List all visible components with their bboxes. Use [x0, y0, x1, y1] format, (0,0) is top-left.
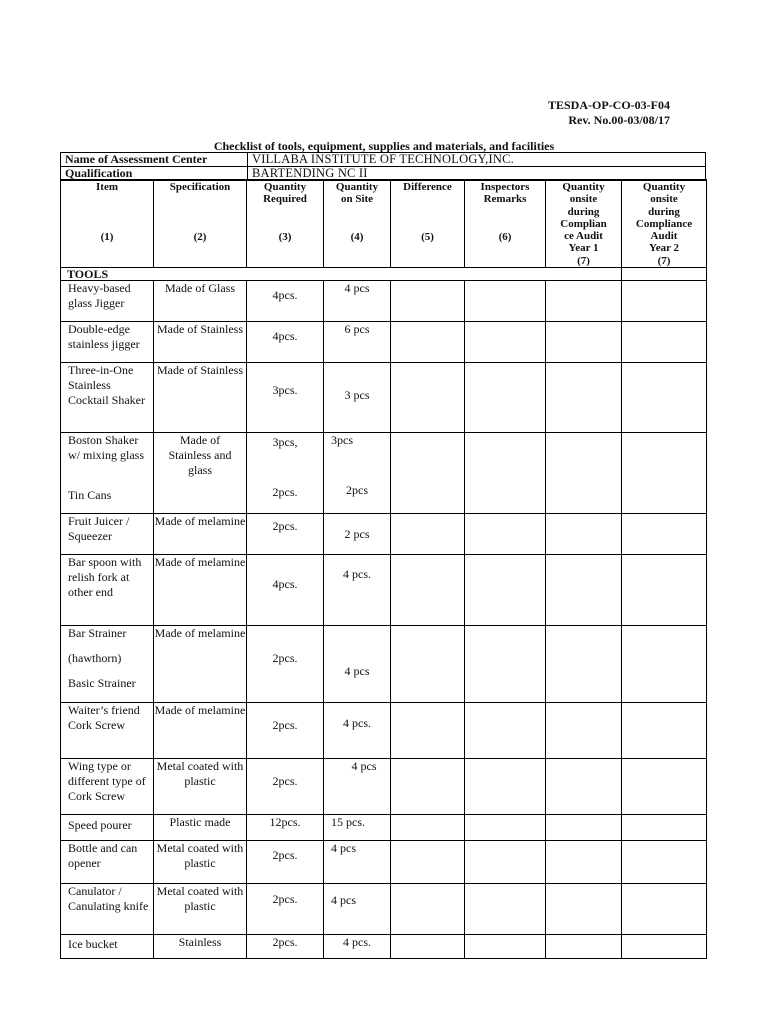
document-title: Checklist of tools, equipment, supplies and materials, and facilities: [213, 139, 555, 153]
item-cell: Waiter’s friend Cork Screw: [61, 703, 154, 759]
onsite-cell: 4 pcs.: [324, 935, 391, 959]
audit2-cell: [622, 514, 707, 555]
spec-cell: Made of Glass: [154, 281, 247, 322]
spec-cell: Made of Stainless: [154, 363, 247, 433]
qualification-value: BARTENDING NC II: [248, 167, 706, 181]
remarks-cell: [465, 514, 546, 555]
audit2-cell: [622, 841, 707, 884]
spec-cell: Made of melamine: [154, 555, 247, 626]
table-row: [61, 322, 707, 363]
table-row: [61, 884, 707, 935]
spec-cell: Made of melamine: [154, 626, 247, 703]
item-cell: Three-in-One Stainless Cocktail Shaker: [61, 363, 154, 433]
col-specification: Specification (2): [154, 180, 247, 268]
difference-cell: [391, 815, 465, 841]
table-row: [61, 363, 707, 433]
table-row: [61, 281, 707, 322]
required-cell: 2pcs.: [247, 935, 324, 959]
remarks-cell: [465, 759, 546, 815]
required-cell: 2pcs.: [247, 703, 324, 759]
audit1-cell: [546, 514, 622, 555]
table-row: [61, 703, 707, 759]
item-cell: Bar Strainer (hawthorn) Basic Strainer: [61, 626, 154, 703]
col-quantity-onsite: Quantity on Site (4): [324, 180, 391, 268]
remarks-cell: [465, 555, 546, 626]
form-code-block: [548, 98, 670, 128]
audit1-cell: [546, 935, 622, 959]
difference-cell: [391, 626, 465, 703]
remarks-cell: [465, 841, 546, 884]
onsite-cell: 3 pcs: [324, 363, 391, 433]
spec-cell: Made of melamine: [154, 514, 247, 555]
onsite-cell: 6 pcs: [324, 322, 391, 363]
spec-cell: Made of Stainless: [154, 322, 247, 363]
spec-cell: Metal coated with plastic: [154, 884, 247, 935]
difference-cell: [391, 433, 465, 514]
item-cell: Fruit Juicer / Squeezer: [61, 514, 154, 555]
audit2-cell: [622, 703, 707, 759]
difference-cell: [391, 935, 465, 959]
section-row-tools: [61, 268, 707, 281]
audit1-cell: [546, 322, 622, 363]
difference-cell: [391, 281, 465, 322]
spec-cell: Stainless: [154, 935, 247, 959]
difference-cell: [391, 555, 465, 626]
required-cell: 12pcs.: [247, 815, 324, 841]
table-row: [61, 514, 707, 555]
difference-cell: [391, 322, 465, 363]
difference-cell: [391, 759, 465, 815]
audit2-cell: [622, 884, 707, 935]
required-cell: 2pcs.: [247, 759, 324, 815]
column-header-row: [61, 180, 707, 268]
item-cell: Canulator / Canulating knife: [61, 884, 154, 935]
remarks-cell: [465, 433, 546, 514]
audit1-cell: [546, 363, 622, 433]
onsite-cell: 4 pcs: [324, 626, 391, 703]
col-inspectors-remarks: Inspectors Remarks (6): [465, 180, 546, 268]
onsite-cell: 4 pcs: [324, 759, 391, 815]
required-cell: 2pcs.: [247, 626, 324, 703]
audit2-cell: [622, 433, 707, 514]
onsite-cell: 2 pcs: [324, 514, 391, 555]
table-row: [61, 841, 707, 884]
required-cell: 4pcs.: [247, 322, 324, 363]
remarks-cell: [465, 884, 546, 935]
item-cell: Bar spoon with relish fork at other end: [61, 555, 154, 626]
table-row: [61, 759, 707, 815]
table-row: [61, 626, 707, 703]
item-cell: Double-edge stainless jigger: [61, 322, 154, 363]
audit1-cell: [546, 759, 622, 815]
audit2-cell: [622, 626, 707, 703]
qualification-label: Qualification: [61, 167, 248, 181]
spec-cell: Plastic made: [154, 815, 247, 841]
spec-cell: Metal coated with plastic: [154, 759, 247, 815]
difference-cell: [391, 514, 465, 555]
audit1-cell: [546, 703, 622, 759]
col-item: Item (1): [61, 180, 154, 268]
spec-cell: Made of melamine: [154, 703, 247, 759]
form-code: TESDA-OP-CO-03-F04: [548, 98, 670, 112]
required-cell: 3pcs, 2pcs.: [247, 433, 324, 514]
onsite-cell: 4 pcs: [324, 281, 391, 322]
onsite-cell: 15 pcs.: [324, 815, 391, 841]
difference-cell: [391, 363, 465, 433]
onsite-cell: 4 pcs.: [324, 703, 391, 759]
audit1-cell: [546, 815, 622, 841]
remarks-cell: [465, 626, 546, 703]
audit2-cell: [622, 281, 707, 322]
checklist-table: [60, 179, 707, 959]
table-row: [61, 935, 707, 959]
audit2-cell: [622, 555, 707, 626]
required-cell: 2pcs.: [247, 841, 324, 884]
remarks-cell: [465, 363, 546, 433]
audit2-cell: [622, 759, 707, 815]
assessment-header-table: [60, 152, 706, 181]
section-label-tools: TOOLS: [61, 268, 622, 281]
col-compliance-audit-year1: Quantity onsite during Complian ce Audit Year 1 (7): [546, 180, 622, 268]
remarks-cell: [465, 281, 546, 322]
audit2-cell: [622, 322, 707, 363]
audit1-cell: [546, 884, 622, 935]
item-cell: Heavy-based glass Jigger: [61, 281, 154, 322]
audit2-cell: [622, 363, 707, 433]
remarks-cell: [465, 322, 546, 363]
audit1-cell: [546, 433, 622, 514]
onsite-cell: 4 pcs: [324, 841, 391, 884]
item-cell: Ice bucket: [61, 935, 154, 959]
difference-cell: [391, 841, 465, 884]
table-row: [61, 433, 707, 514]
difference-cell: [391, 884, 465, 935]
audit2-cell: [622, 815, 707, 841]
onsite-cell: 3pcs 2pcs: [324, 433, 391, 514]
remarks-cell: [465, 935, 546, 959]
remarks-cell: [465, 703, 546, 759]
assessment-center-label: Name of Assessment Center: [61, 153, 248, 167]
table-row: [61, 815, 707, 841]
assessment-center-value: VILLABA INSTITUTE OF TECHNOLOGY,INC.: [248, 153, 706, 167]
item-cell: Bottle and can opener: [61, 841, 154, 884]
spec-cell: Made of Stainless and glass: [154, 433, 247, 514]
item-cell: Speed pourer: [61, 815, 154, 841]
onsite-cell: 4 pcs.: [324, 555, 391, 626]
spec-cell: Metal coated with plastic: [154, 841, 247, 884]
required-cell: 2pcs.: [247, 884, 324, 935]
audit1-cell: [546, 555, 622, 626]
difference-cell: [391, 703, 465, 759]
required-cell: 4pcs.: [247, 555, 324, 626]
col-difference: Difference (5): [391, 180, 465, 268]
onsite-cell: 4 pcs: [324, 884, 391, 935]
audit1-cell: [546, 281, 622, 322]
audit1-cell: [546, 841, 622, 884]
required-cell: 4pcs.: [247, 281, 324, 322]
remarks-cell: [465, 815, 546, 841]
form-revision: Rev. No.00-03/08/17: [568, 113, 670, 127]
audit1-cell: [546, 626, 622, 703]
col-compliance-audit-year2: Quantity onsite during Compliance Audit Year 2 (7): [622, 180, 707, 268]
item-cell: Boston Shaker w/ mixing glass Tin Cans: [61, 433, 154, 514]
required-cell: 3pcs.: [247, 363, 324, 433]
required-cell: 2pcs.: [247, 514, 324, 555]
audit2-cell: [622, 935, 707, 959]
item-cell: Wing type or different type of Cork Screw: [61, 759, 154, 815]
table-row: [61, 555, 707, 626]
col-quantity-required: Quantity Required (3): [247, 180, 324, 268]
assessment-center-row: [61, 153, 706, 167]
